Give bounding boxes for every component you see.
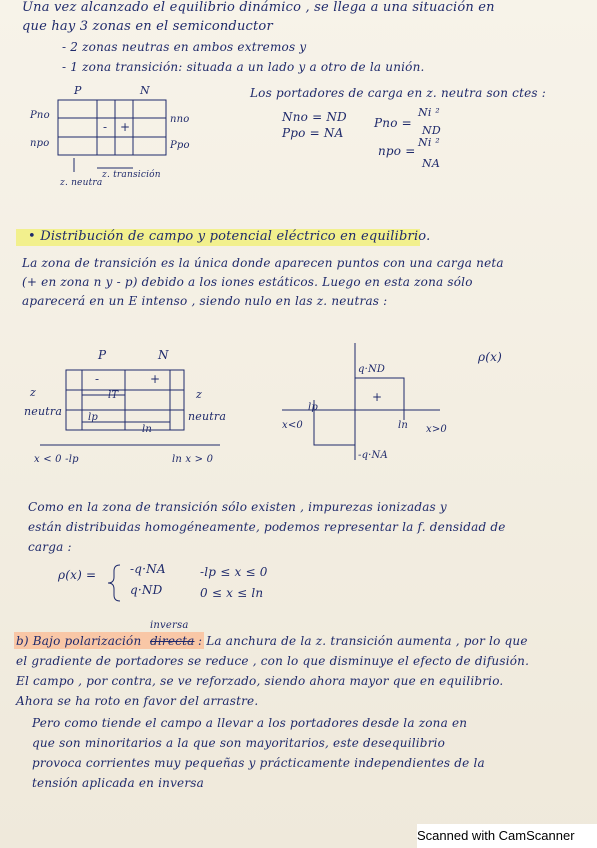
section1-line-3: aparecerá en un E intenso , siendo nulo en las z. neutras : bbox=[22, 294, 388, 308]
diagram2-minus: - bbox=[95, 372, 100, 386]
intro-item-1: - 2 zonas neutras en ambos extremos y bbox=[62, 40, 307, 54]
section1-line-1: La zona de transición es la única donde aparecen puntos con una carga neta bbox=[22, 256, 504, 270]
intro-line-1: Una vez alcanzado el equilibrio dinámico , se llega a una situación en bbox=[22, 0, 495, 15]
section2-line-6: que son minoritarios a la que son mayoritarios, este desequilibrio bbox=[32, 736, 446, 750]
carriers-eq-4-num: Ni ² bbox=[418, 136, 440, 149]
intro-item-2: - 1 zona transición: situada a un lado y a otro de la unión. bbox=[62, 60, 425, 74]
carriers-eq-3-den: ND bbox=[422, 124, 441, 137]
diagram1-nno: nno bbox=[170, 114, 190, 125]
section1-line-2: (+ en zona n y - p) debido a los iones estáticos. Luego en esta zona sólo bbox=[22, 275, 473, 289]
diagram1-label-p: P bbox=[74, 84, 82, 97]
density-line-2: están distribuidas homogéneamente, podemos representar la f. densidad de bbox=[28, 520, 506, 534]
density-rho: ρ(x) = bbox=[58, 568, 97, 582]
diagram2-x-right: ln x > 0 bbox=[172, 454, 214, 465]
diagram2-neutra-right: neutra bbox=[188, 410, 227, 423]
diagram2-z-right: z bbox=[196, 388, 202, 401]
diagram1-ppo: Ppo bbox=[170, 140, 190, 151]
diagram3-minus-qna: -q·NA bbox=[358, 450, 388, 461]
section2-title-struck: directa bbox=[150, 634, 195, 648]
density-line-1: Como en la zona de transición sólo existen , impurezas ionizadas y bbox=[28, 500, 447, 514]
section2-title-inserted: inversa bbox=[150, 620, 189, 631]
diagram2-x-left: x < 0 -lp bbox=[34, 454, 79, 465]
diagram3-rho: ρ(x) bbox=[478, 350, 502, 364]
carriers-eq-4-den: NA bbox=[422, 157, 440, 170]
density-cond-2: 0 ≤ x ≤ ln bbox=[200, 586, 264, 600]
diagram3-ln: ln bbox=[398, 420, 409, 431]
section2-line-3: El campo , por contra, se ve reforzado, siendo ahora mayor que en equilibrio. bbox=[16, 674, 504, 688]
carriers-heading: Los portadores de carga en z. neutra son ctes : bbox=[250, 86, 547, 100]
intro-line-2: que hay 3 zonas en el semiconductor bbox=[22, 19, 273, 34]
diagram1-pno: Pno bbox=[30, 110, 50, 121]
diagram1-npo: npo bbox=[30, 138, 50, 149]
diagram1-label-n: N bbox=[140, 84, 150, 97]
carriers-eq-2: Ppo = NA bbox=[282, 126, 344, 140]
diagram1-minus: - bbox=[103, 120, 108, 134]
density-case-1: -q·NA bbox=[130, 562, 166, 576]
diagram3-plus: + bbox=[372, 390, 383, 404]
diagram2-ln: ln bbox=[142, 424, 153, 435]
carriers-eq-3-num: Ni ² bbox=[418, 106, 440, 119]
diagram2-plus: + bbox=[150, 372, 161, 386]
section2-line-1: : La anchura de la z. transición aumenta , por lo que bbox=[198, 634, 528, 648]
diagram2-label-p: P bbox=[98, 348, 107, 362]
diagram2-lt: lT bbox=[108, 390, 119, 401]
density-cond-1: -lp ≤ x ≤ 0 bbox=[200, 565, 268, 579]
diagram1-z-neutra: z. neutra bbox=[60, 178, 103, 188]
diagram3-x-neg: x<0 bbox=[282, 420, 303, 431]
scanner-watermark-text: Scanned with CamScanner bbox=[417, 828, 575, 843]
section2-line-8: tensión aplicada en inversa bbox=[32, 776, 204, 790]
density-line-3: carga : bbox=[28, 540, 72, 554]
section2-line-4: Ahora se ha roto en favor del arrastre. bbox=[16, 694, 259, 708]
section2-line-5: Pero como tiende el campo a llevar a los portadores desde la zona en bbox=[32, 716, 468, 730]
diagram2-z-left: z bbox=[30, 386, 36, 399]
diagram3-qnd: q·ND bbox=[358, 364, 386, 375]
diagram2-lp: lp bbox=[88, 412, 98, 423]
scanner-watermark bbox=[417, 824, 597, 848]
section2-line-2: el gradiente de portadores se reduce , con lo que disminuye el efecto de difusión. bbox=[16, 654, 530, 668]
carriers-eq-3-lhs: Pno = bbox=[374, 116, 412, 130]
section1-title: • Distribución de campo y potencial eléctrico en equilibrio. bbox=[28, 229, 431, 244]
diagram3-lp: lp bbox=[308, 402, 318, 413]
diagram3-x-pos: x>0 bbox=[426, 424, 447, 435]
diagram2-neutra-left: neutra bbox=[24, 405, 63, 418]
diagram2-label-n: N bbox=[158, 348, 169, 362]
diagram1-plus: + bbox=[120, 120, 131, 134]
carriers-eq-4-lhs: npo = bbox=[378, 144, 416, 158]
carriers-eq-1: Nno = ND bbox=[282, 110, 347, 124]
density-case-2: q·ND bbox=[130, 583, 163, 597]
section2-title-prefix: b) Bajo polarización bbox=[16, 634, 142, 648]
section2-line-7: provoca corrientes muy pequeñas y prácticamente independientes de la bbox=[32, 756, 485, 770]
diagram1-z-transicion: z. transición bbox=[102, 170, 161, 180]
